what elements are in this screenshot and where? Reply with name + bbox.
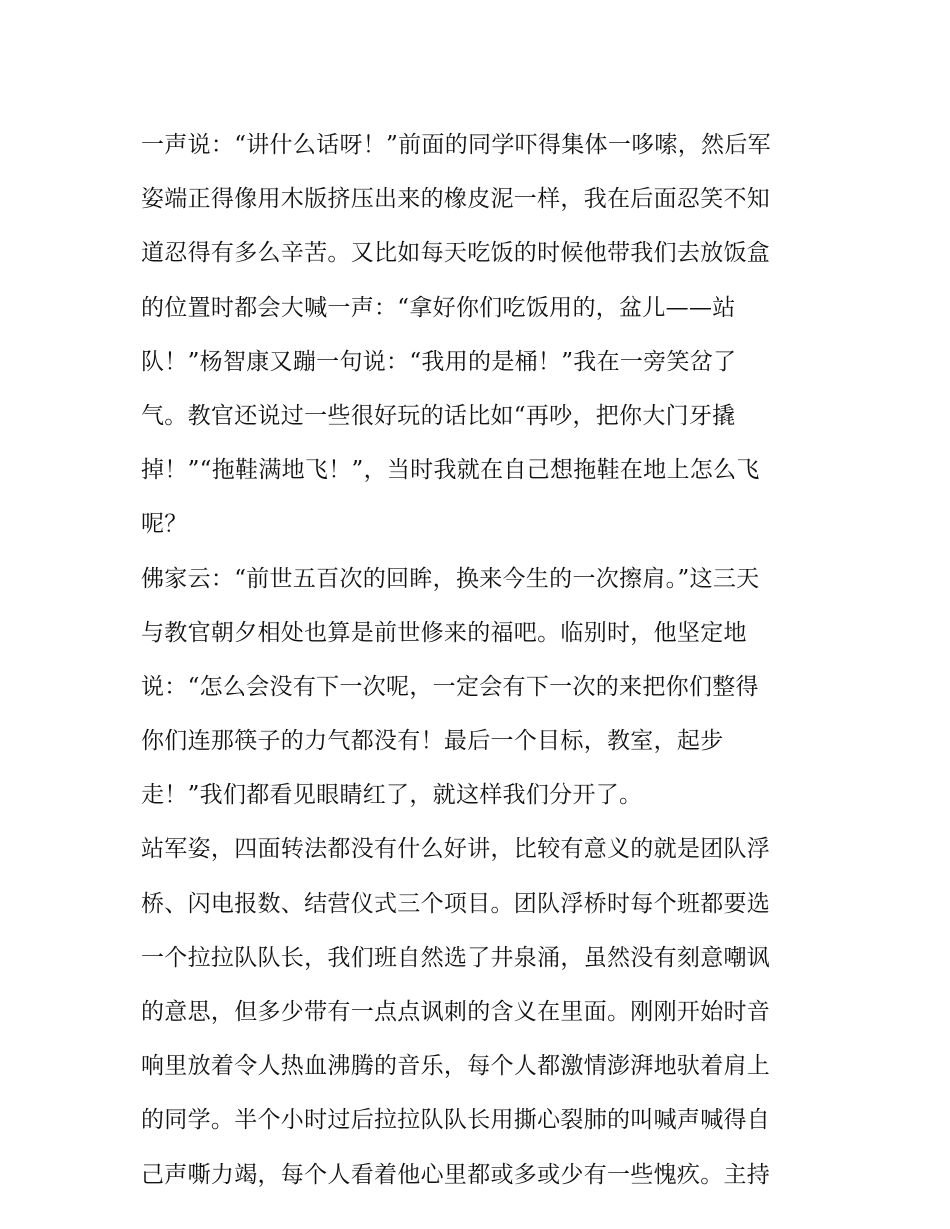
text-line: 气。教官还说过一些很好玩的话比如“再吵，把你大门牙撬 bbox=[141, 402, 736, 429]
text-line: 的意思，但多少带有一点点讽刺的含义在里面。刚刚开始时音 bbox=[141, 999, 771, 1025]
text-line: 道忍得有多么辛苦。又比如每天吃饭的时候他带我们去放饭盒 bbox=[141, 240, 771, 267]
text-line: 佛家云：“前世五百次的回眸，换来今生的一次擦肩。”这三天 bbox=[141, 565, 760, 592]
body-text bbox=[141, 125, 821, 1209]
text-line: 的位置时都会大喊一声：“拿好你们吃饭用的，盆儿——站 bbox=[141, 294, 736, 321]
text-line: 呢？ bbox=[141, 511, 188, 538]
text-line: 桥、闪电报数、结营仪式三个项目。团队浮桥时每个班都要选 bbox=[141, 890, 771, 917]
text-line: 说：“怎么会没有下一次呢，一定会有下一次的来把你们整得 bbox=[141, 673, 759, 700]
text-line: 响里放着令人热血沸腾的音乐，每个人都激情澎湃地驮着肩上 bbox=[141, 1053, 771, 1080]
text-line: 走！”我们都看见眼睛红了，就这样我们分开了。 bbox=[141, 782, 643, 809]
text-line: 一个拉拉队队长，我们班自然选了井泉涌，虽然没有刻意嘲讽 bbox=[141, 944, 771, 971]
text-line: 姿端正得像用木版挤压出来的橡皮泥一样，我在后面忍笑不知 bbox=[141, 186, 771, 213]
text-line: 己声嘶力竭，每个人看着他心里都或多或少有一些愧疚。主持 bbox=[141, 1161, 771, 1188]
text-line: 一声说：“讲什么话呀！”前面的同学吓得集体一哆嗦，然后军 bbox=[141, 132, 771, 158]
text-line: 站军姿，四面转法都没有什么好讲，比较有意义的就是团队浮 bbox=[141, 836, 771, 863]
text-line: 你们连那筷子的力气都没有！最后一个目标，教室，起步 bbox=[141, 728, 724, 755]
text-line: 队！”杨智康又蹦一句说：“我用的是桶！”我在一旁笑岔了 bbox=[141, 348, 737, 375]
text-line: 掉！”“拖鞋满地飞！”，当时我就在自己想拖鞋在地上怎么飞 bbox=[141, 457, 760, 484]
text-line: 与教官朝夕相处也算是前世修来的福吧。临别时，他坚定地 bbox=[141, 619, 747, 646]
text-line: 的同学。半个小时过后拉拉队队长用撕心裂肺的叫喊声喊得自 bbox=[141, 1107, 771, 1134]
